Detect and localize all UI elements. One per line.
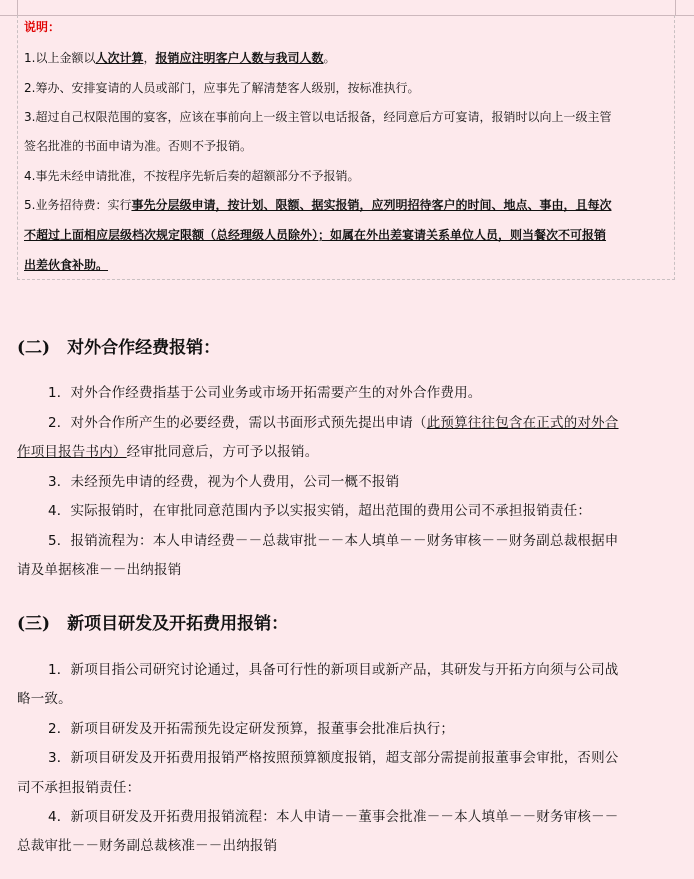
s2-item-2-cont <box>17 443 318 461</box>
s3-item-3-cont: 司不承担报销责任： <box>17 780 141 796</box>
note-item-5-cont: 不超过上面相应层级档次规定限额（总经理级人员除外）；如属在外出差宴请关系单位人员，则当餐次不可报销 <box>24 228 607 242</box>
s3-item-4: 4．新项目研发及开拓费用报销流程：本人申请－－董事会批准－－本人填单－－财务审核－－ <box>48 809 619 825</box>
s2-item-2 <box>48 414 619 432</box>
note-item-5-cont: 出差伙食补助。 <box>24 258 109 272</box>
text: 。 <box>323 51 336 65</box>
s3-item-3: 3．新项目研发及开拓费用报销严格按照预算额度报销，超支部分需提前报董事会审批，否则公 <box>48 750 619 766</box>
s3-item-1: 1．新项目指公司研究讨论通过，具备可行性的新项目或新产品，其研发与开拓方向须与公司战 <box>48 662 619 678</box>
s2-item-3: 3．未经预先申请的经费，视为个人费用，公司一概不报销 <box>48 474 400 490</box>
s3-item-1-cont: 略一致。 <box>17 691 72 707</box>
text: 1.以上金额以 <box>24 51 96 65</box>
underlined-text: 作项目报告书内） <box>17 444 127 460</box>
table-border <box>675 0 676 15</box>
text: ， <box>143 51 156 65</box>
table-border <box>17 0 18 15</box>
text: 经审批同意后，方可予以报销。 <box>126 444 319 460</box>
s2-item-4: 4．实际报销时，在审批同意范围内予以实报实销，超出范围的费用公司不承担报销责任： <box>48 503 592 519</box>
note-item-5 <box>24 197 611 213</box>
text: 5.业务招待费：实行 <box>24 198 132 212</box>
emphasis: 事先分层级申请，按计划、限额、据实报销，应列明招待客户的时间、地点、事由，且每次 <box>131 198 612 212</box>
underlined-text: 此预算往往包含在正式的对外合 <box>426 415 619 431</box>
s2-item-1: 1．对外合作经费指基于公司业务或市场开拓需要产生的对外合作费用。 <box>48 385 482 401</box>
section-3-heading: (三) 新项目研发及开拓费用报销： <box>17 614 289 634</box>
note-item-3: 3.超过自己权限范围的宴客，应该在事前向上一级主管以电话报备，经同意后方可宴请，报销时以向上一级主管 <box>24 110 612 124</box>
note-item-3-cont: 签名批准的书面申请为准。否则不予报销。 <box>24 139 253 153</box>
note-item-1 <box>24 50 336 66</box>
s2-item-5-cont: 请及单据核准－－出纳报销 <box>17 562 182 578</box>
note-item-4: 4.事先未经申请批准，不按程序先斩后奏的超额部分不予报销。 <box>24 169 360 183</box>
s3-item-4-cont: 总裁审批－－财务副总裁核准－－出纳报销 <box>17 838 278 854</box>
note-item-2: 2.筹办、安排宴请的人员或部门，应事先了解清楚客人级别，按标准执行。 <box>24 81 420 95</box>
text: 2．对外合作所产生的必要经费，需以书面形式预先提出申请（ <box>48 415 427 431</box>
s2-item-5: 5．报销流程为：本人申请经费－－总裁审批－－本人填单－－财务审核－－财务副总裁根据申 <box>48 533 619 549</box>
note-title: 说明： <box>24 20 61 34</box>
section-2-heading: (二) 对外合作经费报销： <box>17 338 221 358</box>
emphasis: 报销应注明客户人数与我司人数 <box>155 51 324 65</box>
emphasis: 人次计算 <box>95 51 144 65</box>
s3-item-2: 2．新项目研发及开拓需预先设定研发预算，报董事会批准后执行； <box>48 721 455 737</box>
